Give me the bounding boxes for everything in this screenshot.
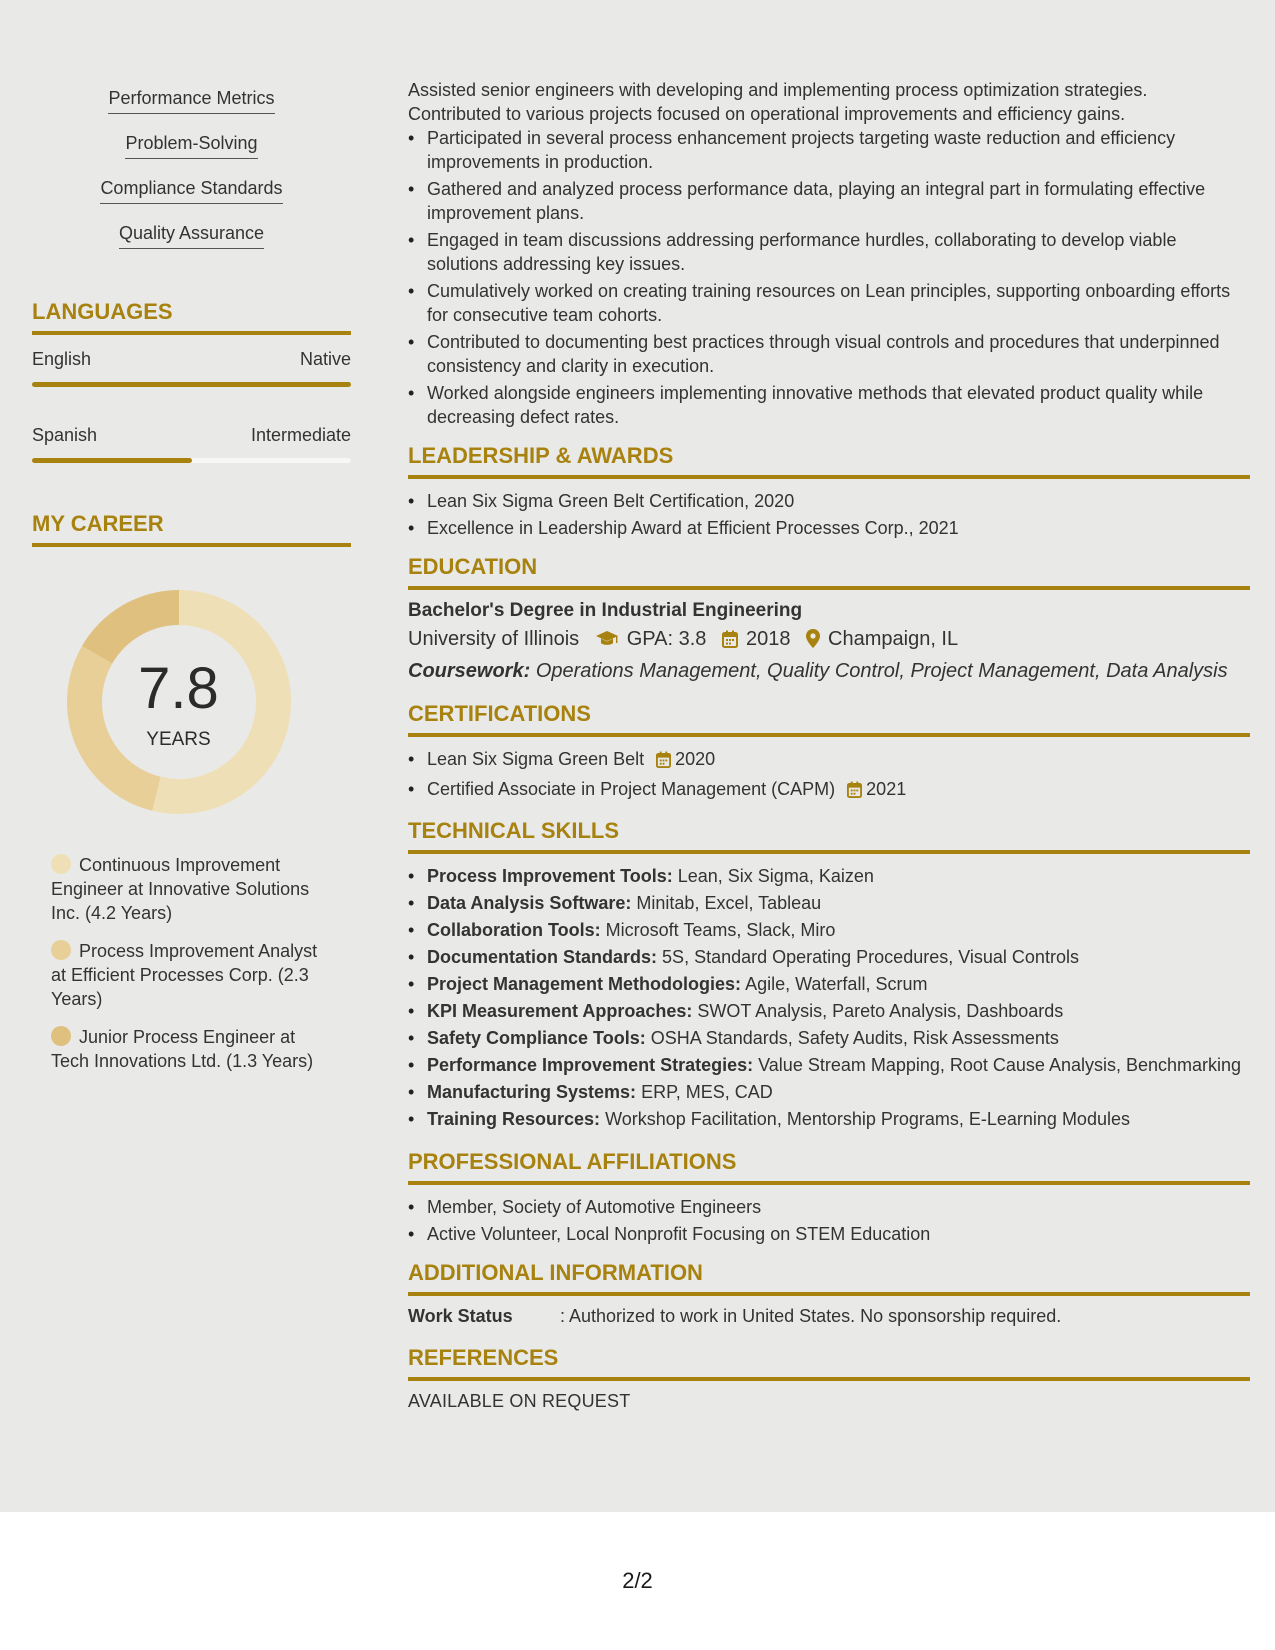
- technical-skill: [408, 999, 1250, 1023]
- leadership-section: [408, 443, 1250, 540]
- technical-skill: [408, 891, 1250, 915]
- experience-bullet: • Contributed to documenting best practices through visual controls and procedures that underpinned consistency and clarity in execution.: [408, 330, 1250, 378]
- technical-skill-value: Microsoft Teams, Slack, Miro: [605, 920, 836, 940]
- languages-section: [32, 299, 351, 463]
- certifications-section: [408, 701, 1250, 804]
- technical-skill-value: Workshop Facilitation, Mentorship Programs, E-Learning Modules: [605, 1109, 1130, 1129]
- language-level: Intermediate: [250, 425, 351, 445]
- technical-skill-label: Performance Improvement Strategies:: [427, 1055, 754, 1075]
- language-name: English: [32, 349, 92, 369]
- location-pin-icon: [806, 629, 820, 654]
- technical-skill: [408, 972, 1250, 996]
- technical-skill: [408, 1053, 1250, 1077]
- affiliation-item: • Active Volunteer, Local Nonprofit Focusing on STEM Education: [408, 1222, 1250, 1246]
- calendar-icon: [722, 630, 738, 654]
- page-number: 2/2: [622, 1568, 653, 1593]
- career-legend-text: Junior Process Engineer at Tech Innovations Ltd. (1.3 Years): [51, 1027, 314, 1071]
- coursework: [408, 660, 1250, 683]
- language-level: Native: [299, 349, 351, 369]
- technical-skill-label: Project Management Methodologies:: [427, 974, 742, 994]
- technical-skill: [408, 1107, 1250, 1131]
- education-details: [408, 628, 1250, 654]
- languages-heading: LANGUAGES: [32, 299, 351, 335]
- language-bar-fill: [32, 458, 192, 463]
- education-section: [408, 554, 1250, 683]
- technical-skill: [408, 864, 1250, 888]
- references-heading: REFERENCES: [408, 1345, 1250, 1381]
- career-total-years: 7.8: [138, 656, 219, 721]
- technical-skill-label: Manufacturing Systems:: [427, 1082, 637, 1102]
- leadership-item: • Lean Six Sigma Green Belt Certification, 2020: [408, 489, 1250, 513]
- technical-skill-value: Value Stream Mapping, Root Cause Analysis, Benchmarking: [758, 1055, 1242, 1075]
- skill-tag: Performance Metrics: [108, 88, 274, 114]
- technical-skill-label: Collaboration Tools:: [427, 920, 601, 940]
- language-name: Spanish: [32, 425, 98, 445]
- leadership-item: • Excellence in Leadership Award at Efficient Processes Corp., 2021: [408, 516, 1250, 540]
- affiliations-section: [408, 1149, 1250, 1246]
- graduation-year: 2018: [745, 628, 791, 650]
- leadership-heading: LEADERSHIP & AWARDS: [408, 443, 1250, 479]
- work-status-value: : Authorized to work in United States. No sponsorship required.: [560, 1306, 1062, 1326]
- skill-tags: [32, 0, 351, 268]
- calendar-icon: [656, 750, 671, 774]
- technical-skill: [408, 1080, 1250, 1104]
- affiliations-heading: PROFESSIONAL AFFILIATIONS: [408, 1149, 1250, 1185]
- career-section: [32, 511, 351, 1073]
- technical-skill-label: Training Resources:: [427, 1109, 601, 1129]
- technical-skills-list: [408, 864, 1250, 1131]
- technical-skill: [408, 1026, 1250, 1050]
- career-donut-segment: [82, 590, 179, 664]
- coursework-label: Coursework:: [408, 660, 531, 682]
- language-bar-fill: [32, 382, 351, 387]
- work-status-row: [408, 1306, 1250, 1327]
- certification-item: [408, 777, 1250, 804]
- experience-bullet: • Cumulatively worked on creating training resources on Lean principles, supporting onboarding efforts for consecutive team cohorts.: [408, 279, 1250, 327]
- career-legend: [32, 853, 351, 1073]
- legend-dot: [51, 940, 71, 960]
- certification-item: [408, 747, 1250, 774]
- experience-bullets: [408, 126, 1250, 429]
- career-heading: MY CAREER: [32, 511, 351, 547]
- career-years-label: YEARS: [146, 729, 211, 750]
- technical-skills-section: [408, 818, 1250, 1131]
- technical-skill-label: Safety Compliance Tools:: [427, 1028, 646, 1048]
- technical-skill-label: KPI Measurement Approaches:: [427, 1001, 693, 1021]
- intro-line: Assisted senior engineers with developing and implementing process optimization strategies.: [408, 80, 1148, 100]
- skill-tag: Problem-Solving: [125, 133, 257, 159]
- additional-info-section: [408, 1260, 1250, 1327]
- degree-title: Bachelor's Degree in Industrial Engineering: [408, 600, 803, 621]
- technical-skill-value: OSHA Standards, Safety Audits, Risk Assessments: [650, 1028, 1059, 1048]
- career-donut-chart: [32, 577, 351, 817]
- career-legend-item: [51, 939, 331, 1011]
- technical-skill-value: Lean, Six Sigma, Kaizen: [677, 866, 874, 886]
- additional-info-heading: ADDITIONAL INFORMATION: [408, 1260, 1250, 1296]
- school-name: University of Illinois: [408, 628, 580, 650]
- legend-dot: [51, 1026, 71, 1046]
- career-legend-text: Continuous Improvement Engineer at Innovative Solutions Inc. (4.2 Years): [51, 855, 310, 923]
- technical-skill-value: 5S, Standard Operating Procedures, Visual Controls: [662, 947, 1079, 967]
- career-legend-item: [51, 1025, 331, 1073]
- certifications-heading: CERTIFICATIONS: [408, 701, 1250, 737]
- certification-name: Certified Associate in Project Management (CAPM): [427, 779, 836, 799]
- career-legend-text: Process Improvement Analyst at Efficient Processes Corp. (2.3 Years): [51, 941, 318, 1009]
- right-column: [408, 78, 1250, 1412]
- technical-skill-value: SWOT Analysis, Pareto Analysis, Dashboards: [697, 1001, 1064, 1021]
- graduation-cap-icon: [595, 630, 619, 654]
- education-heading: EDUCATION: [408, 554, 1250, 590]
- language-row: [32, 349, 351, 370]
- experience-bullet: • Participated in several process enhancement projects targeting waste reduction and efficiency improvements in production.: [408, 126, 1250, 174]
- technical-skill-label: Documentation Standards:: [427, 947, 658, 967]
- experience-bullet: • Worked alongside engineers implementing innovative methods that elevated product quality while decreasing defect rates.: [408, 381, 1250, 429]
- language-bar: [32, 458, 351, 463]
- language-bar: [32, 382, 351, 387]
- references-section: [408, 1345, 1250, 1412]
- technical-skill-label: Process Improvement Tools:: [427, 866, 673, 886]
- coursework-list: Operations Management, Quality Control, Project Management, Data Analysis: [535, 660, 1228, 682]
- language-row: [32, 425, 351, 446]
- skill-tag: Compliance Standards: [100, 178, 282, 204]
- technical-skill-label: Data Analysis Software:: [427, 893, 632, 913]
- technical-skill-value: Agile, Waterfall, Scrum: [745, 974, 928, 994]
- calendar-icon: [847, 780, 862, 804]
- career-legend-item: [51, 853, 331, 925]
- work-status-label: Work Status: [408, 1306, 513, 1326]
- experience-bullet: • Engaged in team discussions addressing performance hurdles, collaborating to develop viable solutions addressing key issues.: [408, 228, 1250, 276]
- certification-year: 2020: [675, 749, 716, 769]
- left-column: [32, 0, 351, 1087]
- technical-skills-heading: TECHNICAL SKILLS: [408, 818, 1250, 854]
- experience-intro: [408, 78, 1250, 126]
- skill-tag: Quality Assurance: [119, 223, 264, 249]
- certification-name: Lean Six Sigma Green Belt: [427, 749, 645, 769]
- technical-skill-value: ERP, MES, CAD: [641, 1082, 773, 1102]
- intro-line: Contributed to various projects focused on operational improvements and efficiency gains.: [408, 104, 1126, 124]
- certification-year: 2021: [866, 779, 907, 799]
- technical-skill-value: Minitab, Excel, Tableau: [636, 893, 822, 913]
- technical-skill: [408, 945, 1250, 969]
- technical-skill: [408, 918, 1250, 942]
- experience-bullet: • Gathered and analyzed process performance data, playing an integral part in formulating effective improvement plans.: [408, 177, 1250, 225]
- school-location: Champaign, IL: [828, 628, 959, 650]
- affiliation-item: • Member, Society of Automotive Engineers: [408, 1195, 1250, 1219]
- gpa: GPA: 3.8: [626, 628, 707, 650]
- legend-dot: [51, 854, 71, 874]
- references-text: AVAILABLE ON REQUEST: [408, 1391, 631, 1411]
